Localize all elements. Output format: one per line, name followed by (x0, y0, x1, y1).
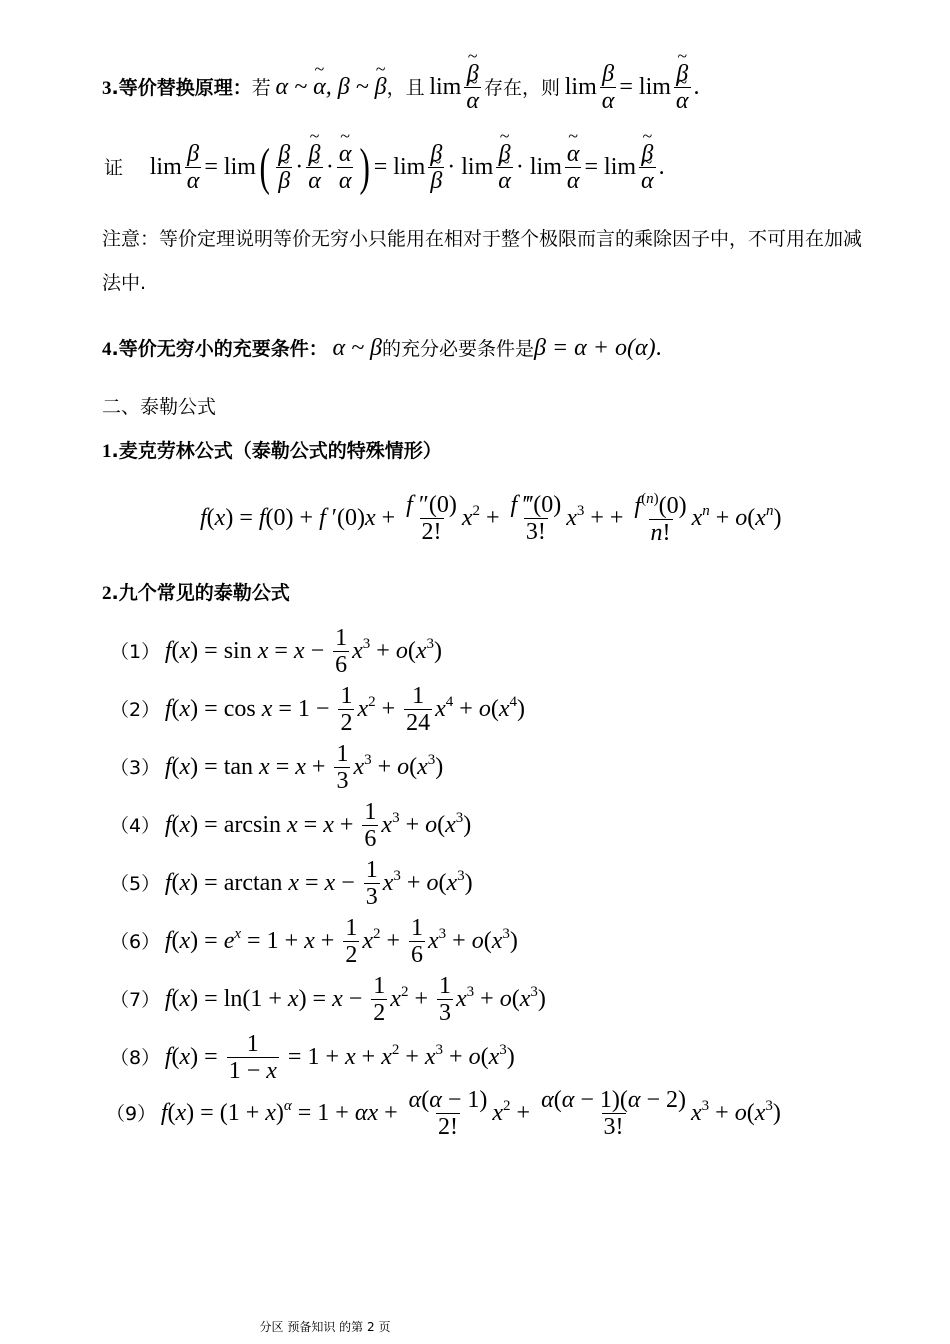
section-2-heading: 二、泰勒公式 (102, 396, 217, 418)
item-label: （6） (110, 930, 161, 953)
section-3-pre: 若 (251, 76, 271, 99)
item-label: （7） (110, 988, 161, 1011)
section-3-exists: 存在，则 (483, 76, 560, 99)
subsection-1-number: 1 (102, 441, 112, 462)
section-4-formula-a: α ~ β (332, 335, 383, 361)
taylor-item-9: （9） $f(x) = (1 + x)^\alpha = 1 + \alpha x$ + $\frac{\alpha(\alpha - 1)}{2!}$ $x^2$ + $\frac{\alpha(\alpha - 1)(\alpha - 2)}{3!}$ $x^3 + o(x^3)$ (106, 1087, 781, 1141)
section-4-text: 的充分必要条件是 (382, 338, 535, 360)
proof-line (104, 139, 665, 197)
item-label: （1） (110, 640, 161, 663)
proof-label: 证 (104, 156, 124, 179)
section-4-number: 4 (102, 339, 112, 360)
section-4-title: .等价无穷小的充要条件： (111, 338, 328, 360)
taylor-item-8: （8） f(x) = $\frac{1}{1 - x}$ = $1 + x + x^2 + x^3 + o(x^3)$ (110, 1031, 515, 1085)
section-3-mid: ，且 (386, 76, 425, 99)
section-3-title: .等价替换原理： (111, 76, 252, 99)
item-label: （2） (110, 698, 161, 721)
proof-formula: lim $\frac{\beta}{\alpha}$ = lim( β ~ β · ~ β ~ α · ~ $\frac{\alpha}{\alpha}$ ) = lim β ~ β · lim ~ β ~ α · lim ~ $\frac{\alpha}{\alpha}$ = lim ~ β ~ α . (150, 154, 665, 180)
taylor-item-4: （4） f(x) = arcsin x = x + $\frac{1}{6}$ $x^3 + o(x^3)$ (110, 799, 472, 853)
page-footer: 分区 预备知识 的第 2 页 (259, 1320, 391, 1334)
lim-expr-2: lim $\frac{\beta}{\alpha}$ = lim ~ β ~ α . (565, 74, 700, 100)
item-label: （9） (106, 1102, 157, 1125)
lim-expr-1: lim ~ β ~ α (429, 74, 484, 100)
item-label: （8） (110, 1046, 161, 1069)
section-4-line: 4.等价无穷小的充要条件： α ~ β的充分必要条件是β = α + o(α). (102, 335, 662, 361)
equiv-formula: α ~ ~ α, β ~ ~ β (275, 74, 386, 100)
subsection-1-title: .麦克劳林公式（泰勒公式的特殊情形） (111, 440, 442, 462)
maclaurin-formula: f(x) = f(0) + f ′(0)x + $\frac{f ''(0)}{2!}$ $x^2$ + $\frac{f ‴(0)}{3!}$ $x^3$ + + $\frac{f^{(n)}(0)}{n!}$ $x^n + o(x^n)$ (200, 491, 782, 547)
note-line-1: 注意：等价定理说明等价无穷小只能用在相对于整个极限而言的乘除因子中，不可用在加减 (102, 228, 863, 250)
subsection-2-title: .九个常见的泰勒公式 (111, 582, 290, 604)
note-line-2: 法中. (102, 272, 147, 294)
item-label: （3） (110, 756, 161, 779)
taylor-item-3: （3） f(x) = tan x = x + $\frac{1}{3}$ $x^3 + o(x^3)$ (110, 741, 444, 795)
subsection-2-number: 2 (102, 583, 112, 604)
taylor-item-1: （1） f(x) = sin x = x − $\frac{1}{6}$ $x^3 + o(x^3)$ (110, 625, 442, 679)
taylor-item-5: （5） f(x) = arctan x = x − $\frac{1}{3}$ $x^3 + o(x^3)$ (110, 857, 473, 911)
taylor-item-2: （2） f(x) = cos x = 1 − $\frac{1}{2}$ $x^2$ + $\frac{1}{24}$ $x^4 + o(x^4)$ (110, 683, 525, 737)
section-3-number: 3 (102, 77, 112, 99)
subsection-1-heading (102, 442, 442, 461)
taylor-item-7: （7） f(x) = ln(1 + x) = x − $\frac{1}{2}$ $x^2$ + $\frac{1}{3}$ $x^3 + o(x^3)$ (110, 973, 546, 1027)
taylor-item-6: （6） $f(x) = e^x = 1 + x$ + $\frac{1}{2}$ $x^2$ + $\frac{1}{6}$ $x^3 + o(x^3)$ (110, 915, 518, 969)
section-3-line (102, 62, 700, 115)
item-label: （5） (110, 872, 161, 895)
subsection-2-heading (102, 584, 290, 603)
item-label: （4） (110, 814, 161, 837)
section-4-formula-b: β = α + o(α) (534, 335, 656, 361)
